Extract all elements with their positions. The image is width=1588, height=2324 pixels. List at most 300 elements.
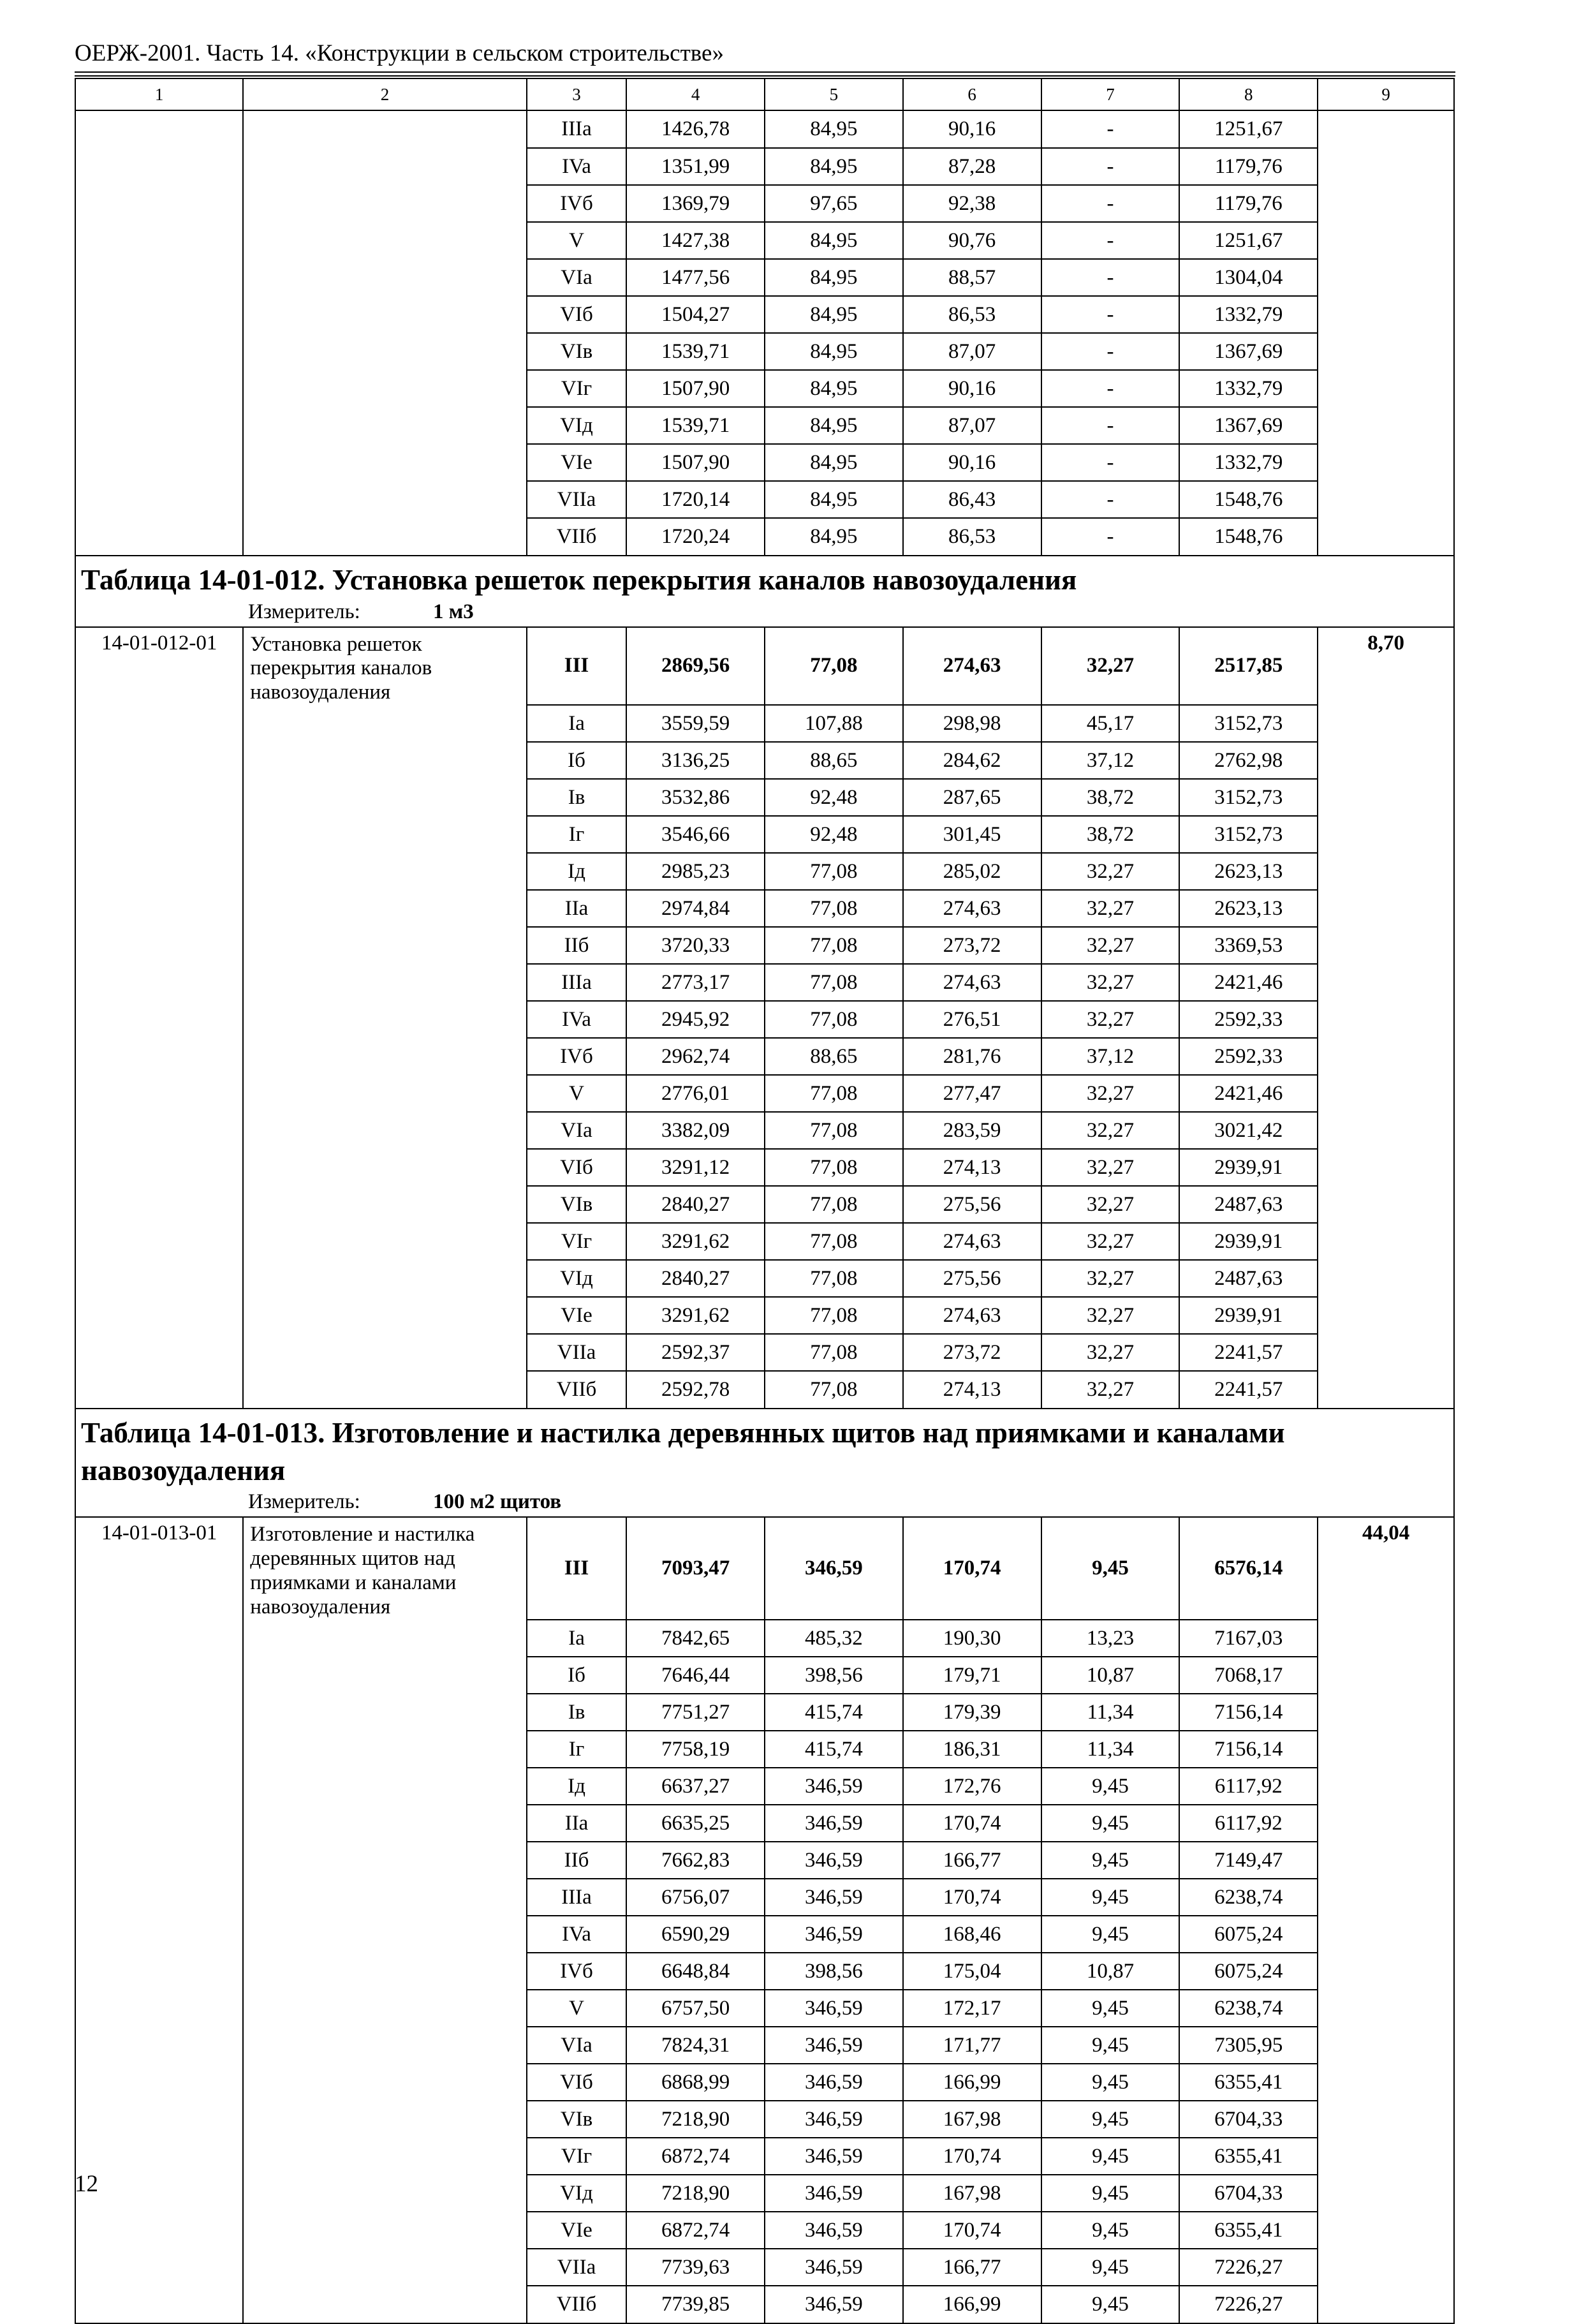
value-cell: 3136,25	[626, 742, 765, 779]
value-cell: 167,98	[903, 2101, 1041, 2138]
value-cell: 32,27	[1041, 1075, 1180, 1112]
value-cell: -	[1041, 481, 1180, 518]
value-cell: 32,27	[1041, 1371, 1180, 1409]
value-cell: 3291,62	[626, 1223, 765, 1260]
zone-cell: IIIa	[527, 1879, 626, 1916]
zone-cell: Iг	[527, 816, 626, 853]
value-cell: -	[1041, 333, 1180, 370]
page-number: 12	[75, 2171, 98, 2197]
code-cell	[75, 1186, 243, 1223]
value-cell: 90,16	[903, 370, 1041, 407]
zone-cell: VIa	[527, 2027, 626, 2064]
value-cell: 7218,90	[626, 2101, 765, 2138]
name-cell	[243, 2286, 527, 2323]
value-cell: 7226,27	[1179, 2286, 1318, 2323]
labor-cell	[1318, 2286, 1454, 2323]
labor-cell	[1318, 2212, 1454, 2249]
code-cell	[75, 2286, 243, 2323]
column-number: 7	[1041, 78, 1180, 110]
zone-cell: VIa	[527, 1112, 626, 1149]
value-cell: 6117,92	[1179, 1805, 1318, 1842]
value-cell: 6704,33	[1179, 2101, 1318, 2138]
value-cell: 9,45	[1041, 1768, 1180, 1805]
code-cell	[75, 1657, 243, 1694]
table-title-row	[75, 1409, 1454, 1491]
table-row	[75, 1371, 1454, 1409]
value-cell: 287,65	[903, 779, 1041, 816]
value-cell: 1507,90	[626, 370, 765, 407]
value-cell: 77,08	[765, 1001, 903, 1038]
table-row	[75, 1223, 1454, 1260]
value-cell: 2974,84	[626, 890, 765, 927]
zone-cell: VIIб	[527, 518, 626, 556]
value-cell: 3546,66	[626, 816, 765, 853]
name-cell	[243, 1768, 527, 1805]
value-cell: 175,04	[903, 1953, 1041, 1990]
value-cell: 1539,71	[626, 407, 765, 444]
name-cell	[243, 1186, 527, 1223]
value-cell: 77,08	[765, 927, 903, 964]
value-cell: 6117,92	[1179, 1768, 1318, 1805]
value-cell: 7305,95	[1179, 2027, 1318, 2064]
value-cell: 11,34	[1041, 1694, 1180, 1731]
value-cell: 32,27	[1041, 1001, 1180, 1038]
code-cell	[75, 1694, 243, 1731]
zone-cell: VIб	[527, 296, 626, 333]
table-title-row	[75, 556, 1454, 602]
value-cell: 285,02	[903, 853, 1041, 890]
item-name: Изготовление и настилка деревянных щитов над приямками и каналами навозоудаления	[243, 1517, 527, 1620]
code-cell	[75, 2175, 243, 2212]
table-row	[75, 1916, 1454, 1953]
value-cell: 274,13	[903, 1371, 1041, 1409]
code-cell	[75, 1334, 243, 1371]
value-cell: 9,45	[1041, 2064, 1180, 2101]
table-row	[75, 1517, 1454, 1620]
code-cell	[75, 1620, 243, 1657]
value-cell: 2945,92	[626, 1001, 765, 1038]
labor-cell	[1318, 1657, 1454, 1694]
table-row	[75, 890, 1454, 927]
value-cell: 87,07	[903, 333, 1041, 370]
name-cell	[243, 2138, 527, 2175]
name-cell	[243, 222, 527, 259]
value-cell: 274,63	[903, 1297, 1041, 1334]
table-row	[75, 816, 1454, 853]
zone-cell: VIIa	[527, 2249, 626, 2286]
zone-cell: VIб	[527, 2064, 626, 2101]
value-cell: 97,65	[765, 185, 903, 222]
code-cell	[75, 1223, 243, 1260]
column-number: 3	[527, 78, 626, 110]
labor-cell	[1318, 2101, 1454, 2138]
name-cell	[243, 1620, 527, 1657]
value-cell: 7842,65	[626, 1620, 765, 1657]
value-cell: 3382,09	[626, 1112, 765, 1149]
code-cell	[75, 1990, 243, 2027]
value-cell: 7068,17	[1179, 1657, 1318, 1694]
code-cell	[75, 185, 243, 222]
zone-cell: Iб	[527, 742, 626, 779]
value-cell: 2487,63	[1179, 1186, 1318, 1223]
table-row	[75, 1038, 1454, 1075]
labor-cell	[1318, 742, 1454, 779]
labor-cell	[1318, 1038, 1454, 1075]
value-cell: 6355,41	[1179, 2212, 1318, 2249]
value-cell: 2939,91	[1179, 1223, 1318, 1260]
value-cell: 2592,37	[626, 1334, 765, 1371]
value-cell: 6757,50	[626, 1990, 765, 2027]
name-cell	[243, 1694, 527, 1731]
value-cell: 6648,84	[626, 1953, 765, 1990]
table-row	[75, 481, 1454, 518]
table-row	[75, 1657, 1454, 1694]
column-number: 1	[75, 78, 243, 110]
name-cell	[243, 2249, 527, 2286]
name-cell	[243, 185, 527, 222]
labor-cell	[1318, 853, 1454, 890]
name-cell	[243, 370, 527, 407]
table-row	[75, 148, 1454, 185]
table-row	[75, 333, 1454, 370]
name-cell	[243, 110, 527, 148]
value-cell: 32,27	[1041, 1223, 1180, 1260]
value-cell: -	[1041, 259, 1180, 296]
zone-cell: IVб	[527, 1953, 626, 1990]
code-cell	[75, 890, 243, 927]
value-cell: 77,08	[765, 1260, 903, 1297]
value-cell: 9,45	[1041, 1842, 1180, 1879]
value-cell: 37,12	[1041, 1038, 1180, 1075]
value-cell: 87,28	[903, 148, 1041, 185]
value-cell: 6238,74	[1179, 1879, 1318, 1916]
value-cell: 77,08	[765, 1334, 903, 1371]
labor-cell	[1318, 1186, 1454, 1223]
code-cell	[75, 110, 243, 148]
value-cell: 1367,69	[1179, 333, 1318, 370]
table-row	[75, 2101, 1454, 2138]
value-cell: 168,46	[903, 1916, 1041, 1953]
table-row	[75, 2175, 1454, 2212]
value-cell: 107,88	[765, 705, 903, 742]
zone-cell: IVб	[527, 1038, 626, 1075]
labor-cell	[1318, 148, 1454, 185]
labor-cell	[1318, 2027, 1454, 2064]
value-cell: 6355,41	[1179, 2138, 1318, 2175]
value-cell: 1720,14	[626, 481, 765, 518]
name-cell	[243, 1731, 527, 1768]
code-cell	[75, 2212, 243, 2249]
value-cell: 166,99	[903, 2064, 1041, 2101]
value-cell: -	[1041, 148, 1180, 185]
zone-cell: V	[527, 222, 626, 259]
name-cell	[243, 1879, 527, 1916]
value-cell: 1367,69	[1179, 407, 1318, 444]
name-cell	[243, 148, 527, 185]
table-row	[75, 185, 1454, 222]
zone-cell: VIIa	[527, 1334, 626, 1371]
code-cell	[75, 333, 243, 370]
code-cell	[75, 370, 243, 407]
code-cell	[75, 853, 243, 890]
value-cell: 9,45	[1041, 1805, 1180, 1842]
code-cell	[75, 927, 243, 964]
value-cell: 86,43	[903, 481, 1041, 518]
value-cell: 415,74	[765, 1694, 903, 1731]
value-cell: 84,95	[765, 222, 903, 259]
labor-cell	[1318, 2138, 1454, 2175]
code-cell	[75, 1038, 243, 1075]
labor-cell	[1318, 518, 1454, 556]
value-cell: 274,63	[903, 890, 1041, 927]
labor-cell	[1318, 185, 1454, 222]
labor-cell	[1318, 222, 1454, 259]
table-row	[75, 370, 1454, 407]
table-row	[75, 779, 1454, 816]
name-cell	[243, 333, 527, 370]
name-cell	[243, 742, 527, 779]
value-cell: 6704,33	[1179, 2175, 1318, 2212]
value-cell: 86,53	[903, 296, 1041, 333]
value-cell: 3291,62	[626, 1297, 765, 1334]
value-cell: 2840,27	[626, 1260, 765, 1297]
value-cell: 346,59	[765, 1768, 903, 1805]
value-cell: -	[1041, 110, 1180, 148]
zone-cell: IIIa	[527, 964, 626, 1001]
value-cell: 13,23	[1041, 1620, 1180, 1657]
value-cell: 7662,83	[626, 1842, 765, 1879]
table-row	[75, 2249, 1454, 2286]
labor-cell	[1318, 259, 1454, 296]
value-cell: 6872,74	[626, 2212, 765, 2249]
value-cell: 398,56	[765, 1657, 903, 1694]
value-cell: 346,59	[765, 1990, 903, 2027]
item-code: 14-01-012-01	[75, 627, 243, 706]
table-row	[75, 1001, 1454, 1038]
name-cell	[243, 1297, 527, 1334]
labor-cell	[1318, 1731, 1454, 1768]
code-cell	[75, 481, 243, 518]
value-cell: 84,95	[765, 333, 903, 370]
labor-value: 8,70	[1318, 627, 1454, 706]
value-cell: 87,07	[903, 407, 1041, 444]
table-row	[75, 927, 1454, 964]
value-cell: 9,45	[1041, 1990, 1180, 2027]
value-cell: 1427,38	[626, 222, 765, 259]
table-row	[75, 2286, 1454, 2323]
unit-value: 100 м2 щитов	[433, 1491, 562, 1514]
labor-cell	[1318, 333, 1454, 370]
code-cell	[75, 148, 243, 185]
zone-cell: VIe	[527, 2212, 626, 2249]
value-cell: 32,27	[1041, 1297, 1180, 1334]
table-row	[75, 964, 1454, 1001]
name-cell	[243, 2101, 527, 2138]
labor-cell	[1318, 816, 1454, 853]
table-row	[75, 1694, 1454, 1731]
value-cell: 32,27	[1041, 1334, 1180, 1371]
code-cell	[75, 2101, 243, 2138]
labor-cell	[1318, 1260, 1454, 1297]
labor-cell	[1318, 481, 1454, 518]
value-cell: 77,08	[765, 853, 903, 890]
header-rule-double	[75, 75, 1455, 77]
zone-cell: VIв	[527, 333, 626, 370]
value-cell: 346,59	[765, 2286, 903, 2323]
code-cell	[75, 259, 243, 296]
column-number-row	[75, 78, 1454, 110]
value-cell: 3559,59	[626, 705, 765, 742]
labor-value: 44,04	[1318, 1517, 1454, 1620]
value-cell: -	[1041, 370, 1180, 407]
name-cell	[243, 2064, 527, 2101]
name-cell	[243, 1112, 527, 1149]
labor-cell	[1318, 1768, 1454, 1805]
value-cell: 298,98	[903, 705, 1041, 742]
zone-cell: VIд	[527, 1260, 626, 1297]
name-cell	[243, 1953, 527, 1990]
table-row	[75, 1990, 1454, 2027]
name-cell	[243, 1916, 527, 1953]
value-cell: 6075,24	[1179, 1953, 1318, 1990]
value-cell: 1304,04	[1179, 259, 1318, 296]
zone-cell: Iг	[527, 1731, 626, 1768]
zone-cell: VIIб	[527, 2286, 626, 2323]
labor-cell	[1318, 1990, 1454, 2027]
labor-cell	[1318, 2175, 1454, 2212]
zone-cell: III	[527, 1517, 626, 1620]
value-cell: -	[1041, 444, 1180, 481]
value-cell: 7758,19	[626, 1731, 765, 1768]
labor-cell	[1318, 1953, 1454, 1990]
table-row	[75, 222, 1454, 259]
value-cell: 9,45	[1041, 1879, 1180, 1916]
value-cell: 32,27	[1041, 1260, 1180, 1297]
value-cell: 6576,14	[1179, 1517, 1318, 1620]
code-cell	[75, 1075, 243, 1112]
value-cell: 3532,86	[626, 779, 765, 816]
value-cell: 7167,03	[1179, 1620, 1318, 1657]
value-cell: 77,08	[765, 1223, 903, 1260]
code-cell	[75, 1001, 243, 1038]
zone-cell: IIa	[527, 890, 626, 927]
value-cell: 84,95	[765, 370, 903, 407]
labor-cell	[1318, 296, 1454, 333]
value-cell: 90,16	[903, 110, 1041, 148]
value-cell: 10,87	[1041, 1953, 1180, 1990]
labor-cell	[1318, 1075, 1454, 1112]
code-cell	[75, 1768, 243, 1805]
value-cell: 7739,85	[626, 2286, 765, 2323]
value-cell: 32,27	[1041, 853, 1180, 890]
value-cell: 7149,47	[1179, 1842, 1318, 1879]
value-cell: 2623,13	[1179, 853, 1318, 890]
value-cell: 1369,79	[626, 185, 765, 222]
name-cell	[243, 1149, 527, 1186]
value-cell: 6355,41	[1179, 2064, 1318, 2101]
value-cell: 2421,46	[1179, 964, 1318, 1001]
value-cell: 346,59	[765, 2138, 903, 2175]
labor-cell	[1318, 1620, 1454, 1657]
value-cell: 346,59	[765, 2064, 903, 2101]
name-cell	[243, 2175, 527, 2212]
zone-cell: VIб	[527, 1149, 626, 1186]
labor-cell	[1318, 1842, 1454, 1879]
value-cell: 32,27	[1041, 627, 1180, 706]
value-cell: 6637,27	[626, 1768, 765, 1805]
value-cell: 2592,33	[1179, 1001, 1318, 1038]
value-cell: 167,98	[903, 2175, 1041, 2212]
value-cell: 6635,25	[626, 1805, 765, 1842]
code-cell	[75, 444, 243, 481]
value-cell: 32,27	[1041, 1186, 1180, 1223]
value-cell: 38,72	[1041, 779, 1180, 816]
code-cell	[75, 2027, 243, 2064]
value-cell: 2592,78	[626, 1371, 765, 1409]
table-row	[75, 705, 1454, 742]
value-cell: 172,17	[903, 1990, 1041, 2027]
table-row	[75, 518, 1454, 556]
value-cell: 1179,76	[1179, 148, 1318, 185]
value-cell: 2241,57	[1179, 1371, 1318, 1409]
value-cell: 3152,73	[1179, 779, 1318, 816]
value-cell: 3720,33	[626, 927, 765, 964]
zone-cell: Iв	[527, 779, 626, 816]
value-cell: 346,59	[765, 1916, 903, 1953]
item-code: 14-01-013-01	[75, 1517, 243, 1620]
zone-cell: VIг	[527, 2138, 626, 2175]
value-cell: 38,72	[1041, 816, 1180, 853]
code-cell	[75, 1953, 243, 1990]
zone-cell: IIIa	[527, 110, 626, 148]
value-cell: 166,77	[903, 1842, 1041, 1879]
value-cell: 6868,99	[626, 2064, 765, 2101]
value-cell: 45,17	[1041, 705, 1180, 742]
value-cell: 84,95	[765, 518, 903, 556]
zone-cell: IVa	[527, 1916, 626, 1953]
code-cell	[75, 407, 243, 444]
name-cell	[243, 2027, 527, 2064]
name-cell	[243, 1001, 527, 1038]
value-cell: 2623,13	[1179, 890, 1318, 927]
value-cell: 179,71	[903, 1657, 1041, 1694]
zone-cell: IVa	[527, 148, 626, 185]
labor-cell	[1318, 1112, 1454, 1149]
value-cell: 346,59	[765, 1879, 903, 1916]
zone-cell: Ia	[527, 705, 626, 742]
value-cell: 90,16	[903, 444, 1041, 481]
zone-cell: VIг	[527, 370, 626, 407]
table-row	[75, 1075, 1454, 1112]
value-cell: 346,59	[765, 1805, 903, 1842]
value-cell: 190,30	[903, 1620, 1041, 1657]
table-row	[75, 1842, 1454, 1879]
value-cell: 273,72	[903, 1334, 1041, 1371]
labor-cell	[1318, 110, 1454, 148]
value-cell: 284,62	[903, 742, 1041, 779]
value-cell: 84,95	[765, 259, 903, 296]
zone-cell: VIIa	[527, 481, 626, 518]
code-cell	[75, 1731, 243, 1768]
zone-cell: Ia	[527, 1620, 626, 1657]
value-cell: 2939,91	[1179, 1297, 1318, 1334]
zone-cell: III	[527, 627, 626, 706]
value-cell: 275,56	[903, 1260, 1041, 1297]
code-cell	[75, 1112, 243, 1149]
value-cell: 1507,90	[626, 444, 765, 481]
table-row	[75, 1334, 1454, 1371]
value-cell: 2776,01	[626, 1075, 765, 1112]
